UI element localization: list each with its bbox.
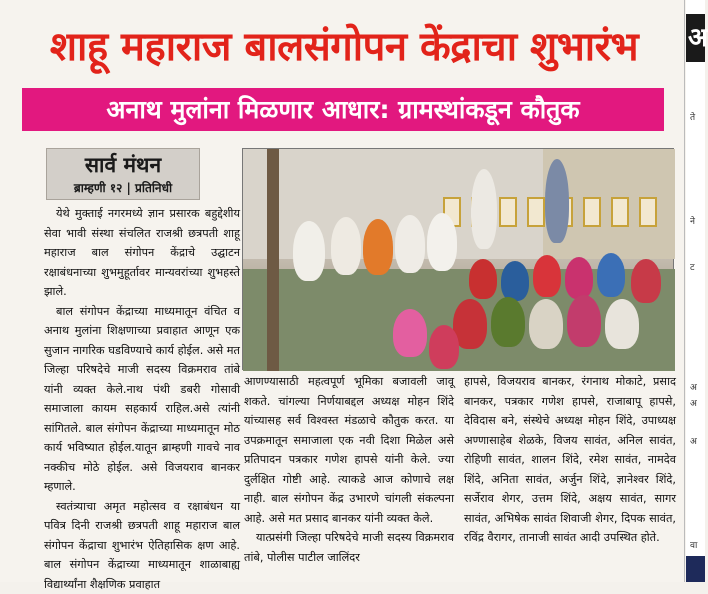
column-divider (684, 0, 685, 582)
adjacent-bottom-bar (686, 556, 705, 582)
adjacent-fragment: वा (690, 540, 697, 552)
section-box (46, 148, 200, 200)
photo-pole (267, 149, 279, 371)
paragraph: आणण्यासाठी महत्वपूर्ण भूमिका बजावली जावू शकते. चांगल्या निर्णयाबद्दल अध्यक्ष मोहन शिंदे यांच्यासह सर्व विश्वस्त मंडळाचे कौतुक करत. या उपक्रमातून समाजाला एक नवी दिशा मिळेल असे प्रतिपादन पत्रकार गणेश हापसे यांनी केले. ज्या दुर्लक्षित गोष्टी आहे. त्याकडे आज कोणाचे लक्ष नाही. बाल संगोपन केंद्र उभारणे चांगली संकल्पना आहे. असे मत प्रसाद बानकर यांनी व्यक्त केले. (244, 372, 454, 528)
adjacent-header-bar (686, 14, 705, 62)
section-title: सार्व मंथन (47, 151, 199, 179)
adjacent-fragment: अ (690, 436, 697, 448)
paragraph: स्वतंत्र्याचा अमृत महोत्सव व रक्षाबंधन या पवित्र दिनी राजश्री छत्रपती शाहू महाराज बाल संगोपन केंद्राचा शुभारंभ ऐतिहासिक क्षण आहे. बाल संगोपन केंद्राच्या माध्यमातून शाळाबाह्य विद्यार्थ्यांना शैक्षणिक प्रवाहात (44, 497, 240, 594)
paragraph: बाल संगोपन केंद्राच्या माध्यमातून वंचित व अनाथ मुलांना शिक्षणाच्या प्रवाहात आणून एक सुजान नागरिक घडविण्याचे कार्य होईल. असे मत जिल्हा परिषदेचे माजी सदस्य विक्रमराव तांबे यांनी व्यक्त केले.नाथ पंथी डबरी गोसावी समाजाला कायम सहकार्य राहिल.असे त्यांनी सांगितले. बाल संगोपन केंद्राच्या माध्यमातून मोठ कार्य भविष्यात होईल.यातून ब्राम्हणी गावचे नाव नक्कीच मोठे होईल. असे विजयराव बानकर म्हणाले. (44, 302, 240, 497)
article-column-3 (464, 372, 676, 580)
dateline: ब्राम्हणी १२ | प्रतिनिधी (47, 179, 199, 197)
event-photo (242, 148, 674, 370)
article-column-1 (44, 204, 240, 580)
headline: शाहू महाराज बालसंगोपन केंद्राचा शुभारंभ (8, 8, 680, 86)
paragraph: यात्प्रसंगी जिल्हा परिषदेचे माजी सदस्य विक्रमराव तांबे, पोलीस पाटील जालिंदर (244, 528, 454, 567)
article-column-2 (244, 372, 454, 580)
adjacent-fragment: अ (690, 382, 697, 394)
adjacent-header-char: अ (686, 23, 708, 53)
paragraph: येथे मुक्ताई नगरमध्ये ज्ञान प्रसारक बहुद्देशीय सेवा भावी संस्था संचलित राजश्री छत्रपती शाहू महाराज बाल संगोपन केंद्राचे उद्घाटन रक्षाबंधनाच्या शुभमुहूर्तावर मान्यवरांच्या शुभहस्ते झाले. (44, 204, 240, 302)
adjacent-fragment: ते (690, 112, 695, 124)
adjacent-fragment: ने (690, 216, 695, 228)
adjacent-fragment: ट (690, 262, 695, 274)
subheadline-band: अनाथ मुलांना मिळणार आधार: ग्रामस्थांकडून कौतुक (22, 88, 664, 131)
adjacent-fragment: अ (690, 398, 697, 410)
adjacent-article-strip (686, 0, 705, 582)
paragraph: हापसे, विजयराव बानकर, रंगनाथ मोकाटे, प्रसाद बानकर, पत्रकार गणेश हापसे, राजाबापू हापसे, देविदास बने, संस्थेचे अध्यक्ष मोहन शिंदे, उपाध्यक्ष अण्णासाहेब शेळके, विजय सावंत, अनिल सावंत, रोहिणी सावंत, शालन शिंदे, रमेश सावंत, नामदेव शिंदे, अनिता सावंत, अर्जुन शिंदे, ज्ञानेश्वर शिंदे, सर्जेराव शेगर, उत्तम शिंदे, अक्षय सावंत, सागर सावंत, अभिषेक सावंत शिवाजी शेगर, दिपक सावंत, रविंद्र वैरागर, तानाजी सावंत आदी उपस्थित होते. (464, 372, 676, 548)
